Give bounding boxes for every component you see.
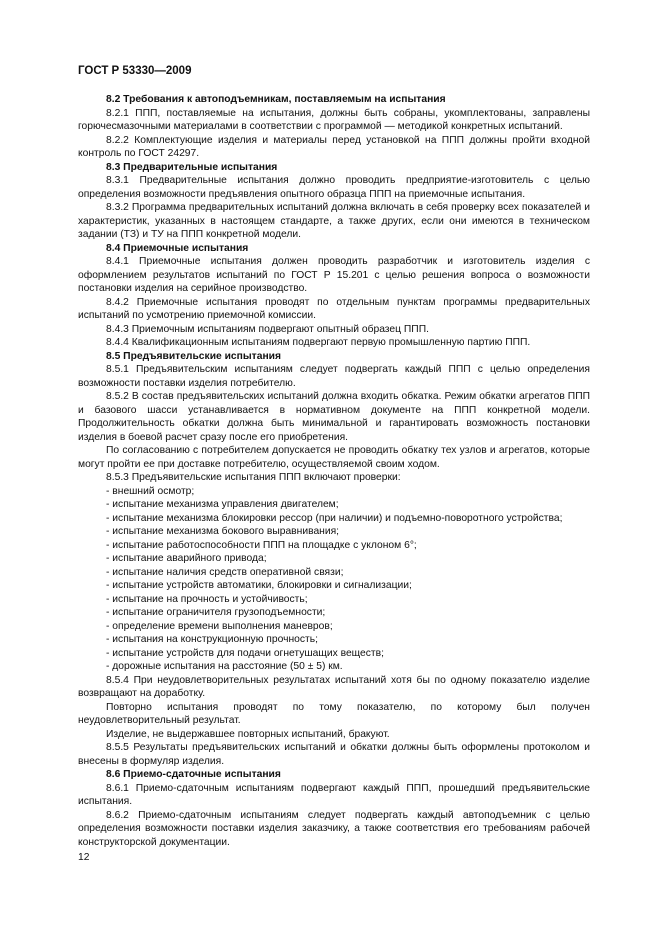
list-item: - испытание аварийного привода; — [106, 553, 267, 564]
list-item: - определение времени выполнения маневров; — [106, 620, 333, 632]
list-item: - испытание механизма бокового выравнивания; — [106, 526, 340, 537]
section-heading: 8.6 Приемо-сдаточные испытания — [106, 769, 281, 780]
paragraph: 8.4.4 Квалификационным испытаниям подвергают первую промышленную партию ППП. — [106, 337, 531, 348]
paragraph: 8.5.3 Предъявительские испытания ППП включают проверки: — [106, 472, 401, 483]
paragraph: 8.6.2 Приемо-сдаточным испытаниям следует подвергать каждый автоподъемник с целью определения возможности поставки изделия заказчику, а также соответствия его требованиям рабочей конструкторской документации. — [78, 809, 590, 848]
paragraph: 8.5.1 Предъявительским испытаниям следует подвергать каждый ППП с целью определения возможности поставки изделия потребителю. — [78, 364, 590, 389]
list-item: - испытание механизма блокировки рессор (при наличии) и подъемно-поворотного устройства; — [106, 512, 563, 524]
section-heading: 8.3 Предварительные испытания — [106, 161, 278, 173]
list-item: - испытание наличия средств оперативной связи; — [106, 566, 344, 578]
paragraph: 8.4.3 Приемочным испытаниям подвергают опытный образец ППП. — [106, 323, 429, 335]
document-header: ГОСТ Р 53330—2009 — [78, 65, 192, 77]
list-item: - дорожные испытания на расстояние (50 ± 5) км. — [106, 661, 343, 672]
paragraph: По согласованию с потребителем допускается не проводить обкатку тех узлов и агрегатов, которые могут пройти ее при доставке потребителю, осуществляемой своим ходом. — [78, 445, 590, 470]
paragraph: 8.3.1 Предварительные испытания должно проводить предприятие-изготовитель с целью определения возможности предъявления опытного образца ППП на приемочные испытания. — [78, 175, 590, 200]
paragraph: 8.4.2 Приемочные испытания проводят по отдельным пунктам программы предварительных испытаний по усмотрению приемочной комиссии. — [78, 296, 590, 321]
paragraph: 8.6.1 Приемо-сдаточным испытаниям подвергают каждый ППП, прошедший предъявительские испытания. — [78, 782, 590, 807]
section-heading: 8.2 Требования к автоподъемникам, поставляемым на испытания — [106, 94, 446, 105]
list-item: - испытание на прочность и устойчивость; — [106, 593, 308, 605]
list-item: - внешний осмотр; — [106, 485, 195, 497]
page-number: 12 — [78, 852, 90, 863]
paragraph: 8.3.2 Программа предварительных испытаний должна включать в себя проверку всех показателей и характеристик, указанных в настоящем стандарте, а также других, если они имеются в техническом задании (ТЗ) и ТУ на ППП конкретной модели. — [78, 202, 590, 240]
document-body — [78, 93, 590, 849]
section-heading: 8.4 Приемочные испытания — [106, 242, 249, 254]
paragraph: Повторно испытания проводят по тому показателю, по которому был получен неудовлетворительный результат. — [78, 701, 590, 726]
paragraph: 8.5.2 В состав предъявительских испытаний должна входить обкатка. Режим обкатки агрегатов ППП и базового шасси устанавливается в нормативном документе на ППП конкретной модели. Продолжительность обкатки должна быть минимальной и гарантировать возможность постановки изделия в боевой расчет сразу после его приобретения. — [78, 391, 590, 443]
list-item: - испытание ограничителя грузоподъемности; — [106, 607, 326, 618]
list-item: - испытание механизма управления двигателем; — [106, 499, 339, 510]
list-item: - испытание работоспособности ППП на площадке с уклоном 6°; — [106, 539, 417, 551]
list-item: - испытания на конструкционную прочность; — [106, 634, 318, 645]
list-item: - испытание устройств для подачи огнетушащих веществ; — [106, 647, 384, 659]
paragraph: 8.5.4 При неудовлетворительных результатах испытаний хотя бы по одному показателю изделие возвращают на доработку. — [78, 674, 590, 699]
list-item: - испытание устройств автоматики, блокировки и сигнализации; — [106, 580, 412, 591]
paragraph: 8.4.1 Приемочные испытания должен проводить разработчик и изготовитель изделия с оформлением результатов испытаний по ГОСТ Р 15.201 с целью решения вопроса о возможности постановки изделия на серийное производство. — [78, 256, 590, 294]
paragraph: 8.2.2 Комплектующие изделия и материалы перед установкой на ППП должны пройти входной контроль по ГОСТ 24297. — [78, 134, 590, 159]
paragraph: Изделие, не выдержавшее повторных испытаний, бракуют. — [106, 728, 390, 740]
paragraph: 8.2.1 ППП, поставляемые на испытания, должны быть собраны, укомплектованы, заправлены горючесмазочными материалами в соответствии с программой — методикой конкретных испытаний. — [78, 107, 590, 132]
paragraph: 8.5.5 Результаты предъявительских испытаний и обкатки должны быть оформлены протоколом и внесены в формуляр изделия. — [78, 742, 590, 767]
section-heading: 8.5 Предъявительские испытания — [106, 350, 282, 362]
